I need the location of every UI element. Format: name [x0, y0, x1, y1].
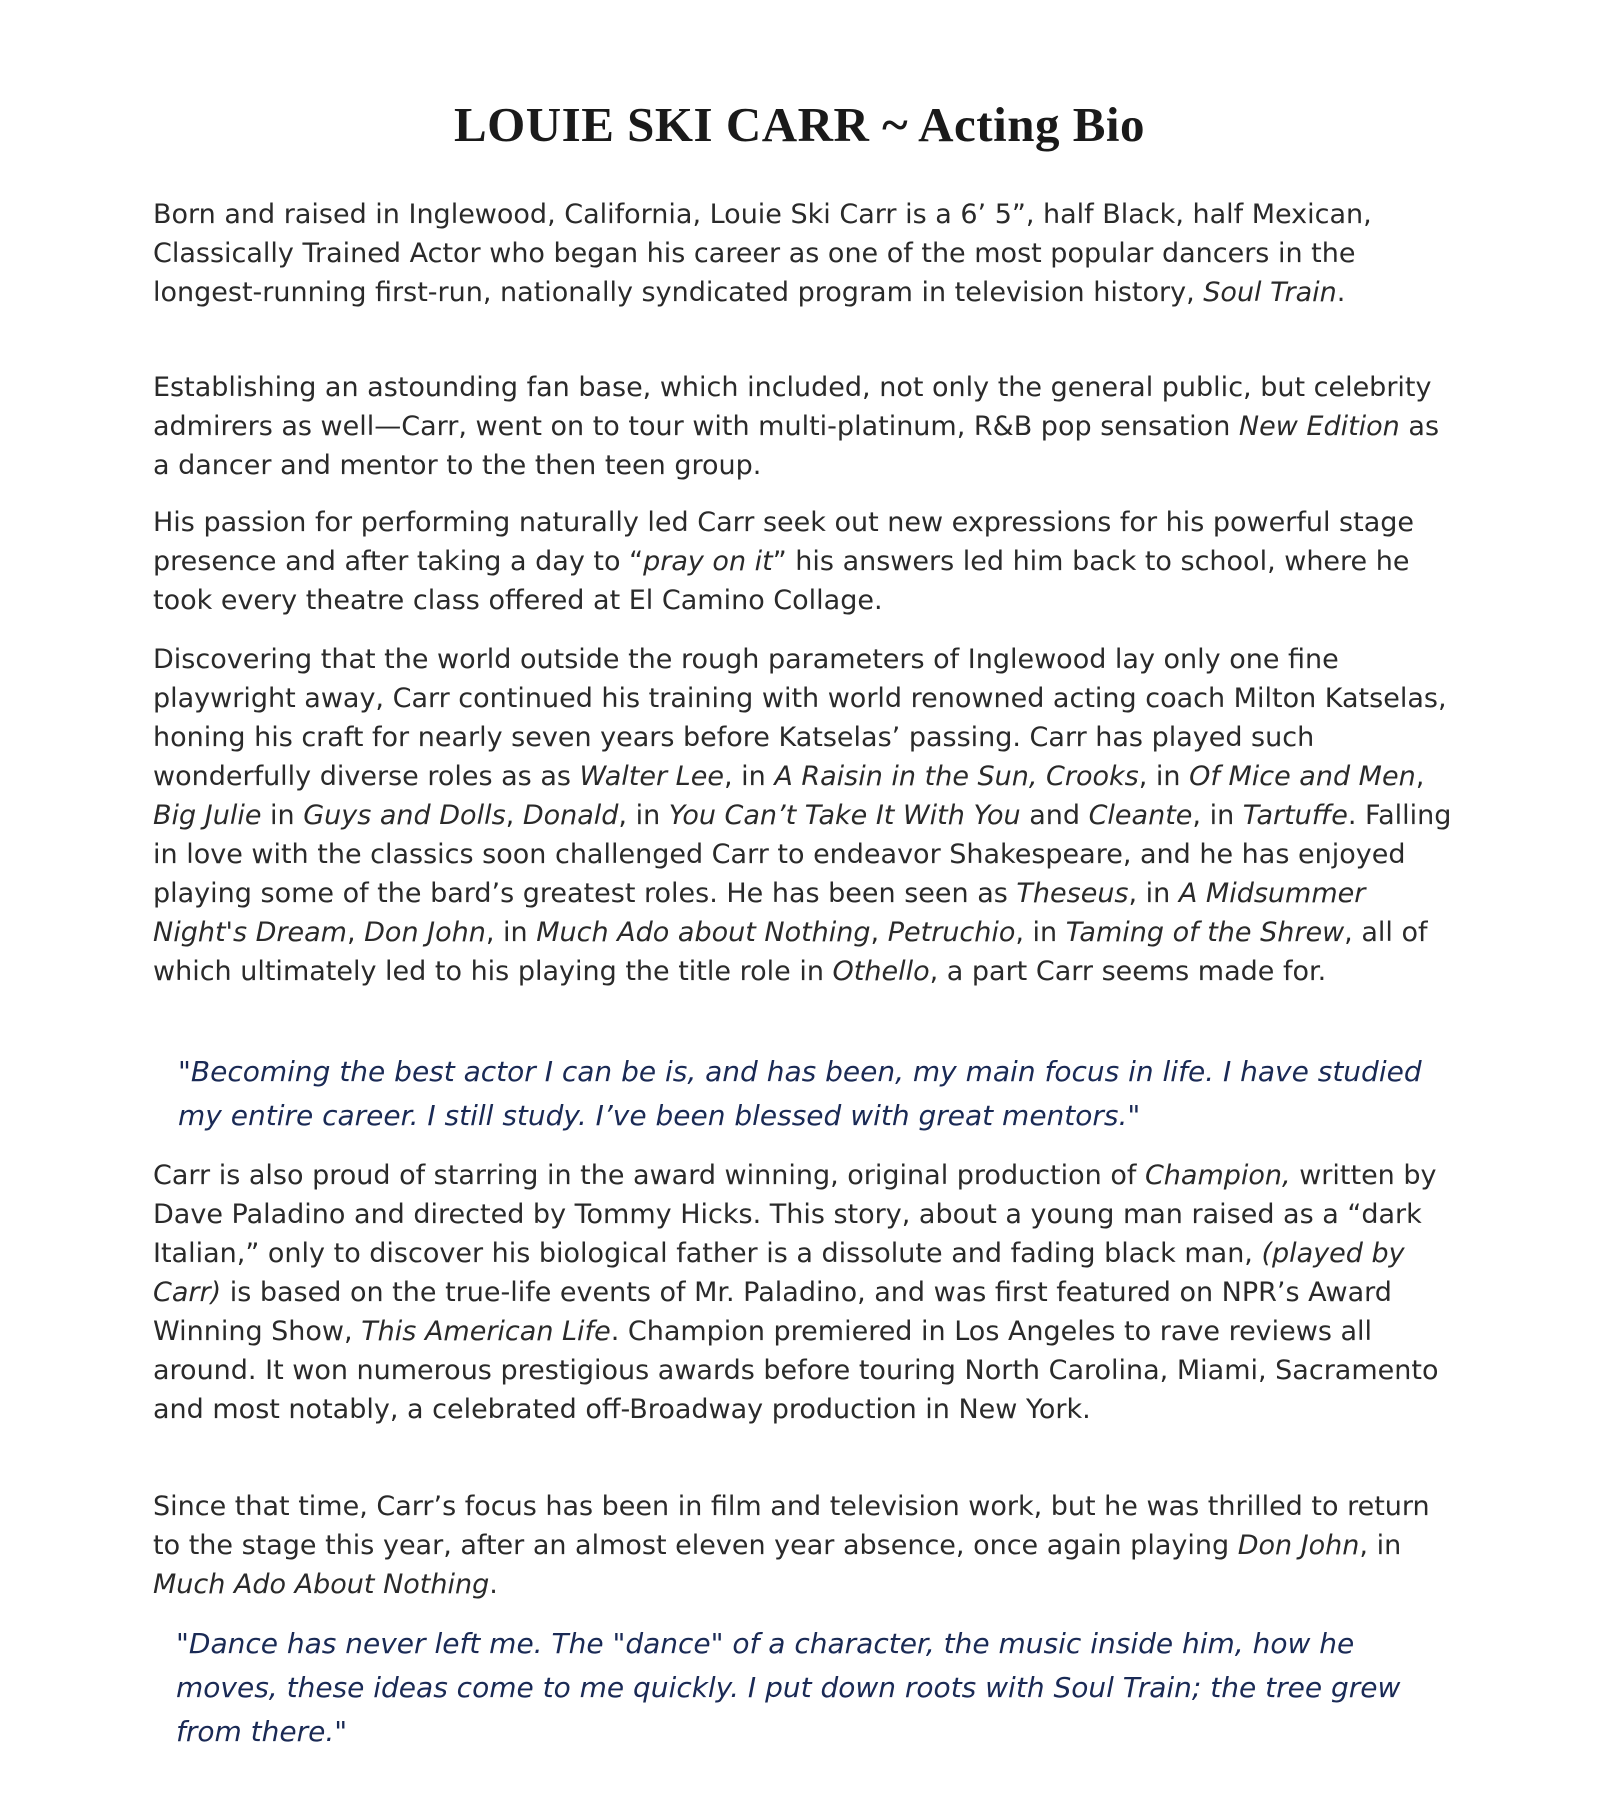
paragraph-training	[153, 640, 1453, 991]
text-run: is based on the true-life events of Mr. Paladino, and was first featured on NPR’s Award Winning Show,	[153, 1277, 1392, 1347]
play-title: Taming of the Shrew	[1065, 917, 1345, 948]
italic-phrase: pray on it	[643, 546, 773, 577]
play-title: Much Ado About Nothing	[153, 1569, 490, 1600]
text-run: , in	[618, 800, 669, 831]
paragraph-recent	[153, 1487, 1453, 1604]
page-title: LOUIE SKI CARR ~ Acting Bio	[453, 97, 1146, 152]
text-run: and	[1020, 800, 1089, 831]
pull-quote-acting: "Becoming the best actor I can be is, and has been, my main focus in life. I have studied my entire career. I still study. I’ve been blessed with great mentors."	[178, 1055, 1422, 1132]
role-name: Cleante	[1088, 800, 1193, 831]
text-run: , in	[1192, 800, 1243, 831]
role-name: Donald	[522, 800, 619, 831]
play-title: Othello	[832, 956, 930, 987]
role-name: Walter Lee	[579, 761, 724, 792]
play-title: You Can’t Take It With You	[668, 800, 1021, 831]
text-run: in	[261, 800, 304, 831]
role-name: Don John	[1237, 1530, 1360, 1561]
play-title: A Raisin in the Sun, Crooks	[774, 761, 1139, 792]
group-name: New Edition	[1238, 411, 1400, 442]
text-run: Discovering that the world outside the rough parameters of Inglewood lay only one fine playwright away, Carr continued his training with world renowned acting coach Milton Katselas, honing his craft for nearly seven years before Katselas’ passing. Carr has played such wonderfully diverse roles as as	[153, 644, 1447, 792]
role-name: Petruchio	[887, 917, 1016, 948]
text-run: , in	[723, 761, 775, 792]
text-run: written by Dave Paladino and directed by Tommy Hicks. This story, about a young man raised as a “dark Italian,” only to discover his biological father is a dissolute and fading black man,	[153, 1160, 1437, 1269]
text-run: His passion for performing naturally led Carr seek out new expressions for his powerful stage presence and after taking a day to “	[153, 507, 1414, 577]
text-run: ” his answers led him back to school, where he took every theatre class offered at El Camino Collage.	[153, 546, 1410, 616]
text-run: Born and raised in Inglewood, California, Louie Ski Carr is a 6’ 5”, half Black, half Mexican, Classically Trained Actor who began his career as one of the most popular dancers in the longest-running first-run, nationally syndicated program in television history,	[153, 199, 1372, 308]
text-run: ,	[1415, 761, 1425, 792]
text-run: as a dancer and mentor to the then teen group.	[153, 411, 1440, 481]
text-run: .	[489, 1569, 498, 1600]
text-run: , all of which ultimately led to his playing the title role in	[153, 917, 1428, 987]
text-run: , in	[1015, 917, 1066, 948]
play-title: Guys and Dolls	[303, 800, 506, 831]
paragraph-fan-base	[153, 368, 1453, 485]
text-run: Carr is also proud of starring in the award winning, original production of	[153, 1160, 1145, 1191]
text-run: ,	[870, 917, 888, 948]
text-run: Since that time, Carr’s focus has been in film and television work, but he was thrilled to return to the stage this year, after an almost eleven year absence, once again playing	[153, 1491, 1430, 1561]
paragraph-champion	[153, 1156, 1453, 1429]
paragraph-passion	[153, 503, 1453, 620]
role-name: Don John	[364, 917, 486, 948]
text-run: ,	[346, 917, 365, 948]
text-run: ,	[505, 800, 523, 831]
show-title: This American Life	[361, 1316, 611, 1347]
play-title: Tartuffe	[1242, 800, 1348, 831]
text-run: , in	[1128, 878, 1179, 909]
text-run: . Falling in love with the classics soon challenged Carr to endeavor Shakespeare, and he has enjoyed playing some of the bard’s greatest roles. He has been seen as	[153, 800, 1452, 909]
paragraph-intro	[153, 195, 1453, 312]
play-title: Of Mice and Men	[1189, 761, 1416, 792]
play-title: A Midsummer Night's Dream	[153, 878, 1366, 948]
text-run: , in	[1138, 761, 1190, 792]
text-run: .	[1336, 277, 1346, 308]
text-run: , in	[1359, 1530, 1402, 1561]
italic-phrase: (played by Carr)	[153, 1238, 1405, 1308]
role-name: Theseus	[1016, 878, 1129, 909]
text-run: , a part Carr seems made for.	[929, 956, 1327, 987]
text-run: . Champion premiered in Los Angeles to rave reviews all around. It won numerous prestigious awards before touring North Carolina, Miami, Sacramento and most notably, a celebrated off-Broadway production in New York.	[153, 1316, 1439, 1425]
text-run: Establishing an astounding fan base, which included, not only the general public, but celebrity admirers as well—Carr, went on to tour with multi-platinum, R&B pop sensation	[153, 372, 1432, 442]
play-title: Champion,	[1144, 1160, 1291, 1191]
play-title: Much Ado about Nothing	[536, 917, 871, 948]
show-title: Soul Train	[1203, 277, 1337, 308]
pull-quote-dance: "Dance has never left me. The "dance" of a character, the music inside him, how he moves, these ideas come to me quickly. I put down roots with Soul Train; the tree grew from there."	[176, 1627, 1401, 1748]
text-run: , in	[485, 917, 537, 948]
role-name: Big Julie	[153, 800, 262, 831]
